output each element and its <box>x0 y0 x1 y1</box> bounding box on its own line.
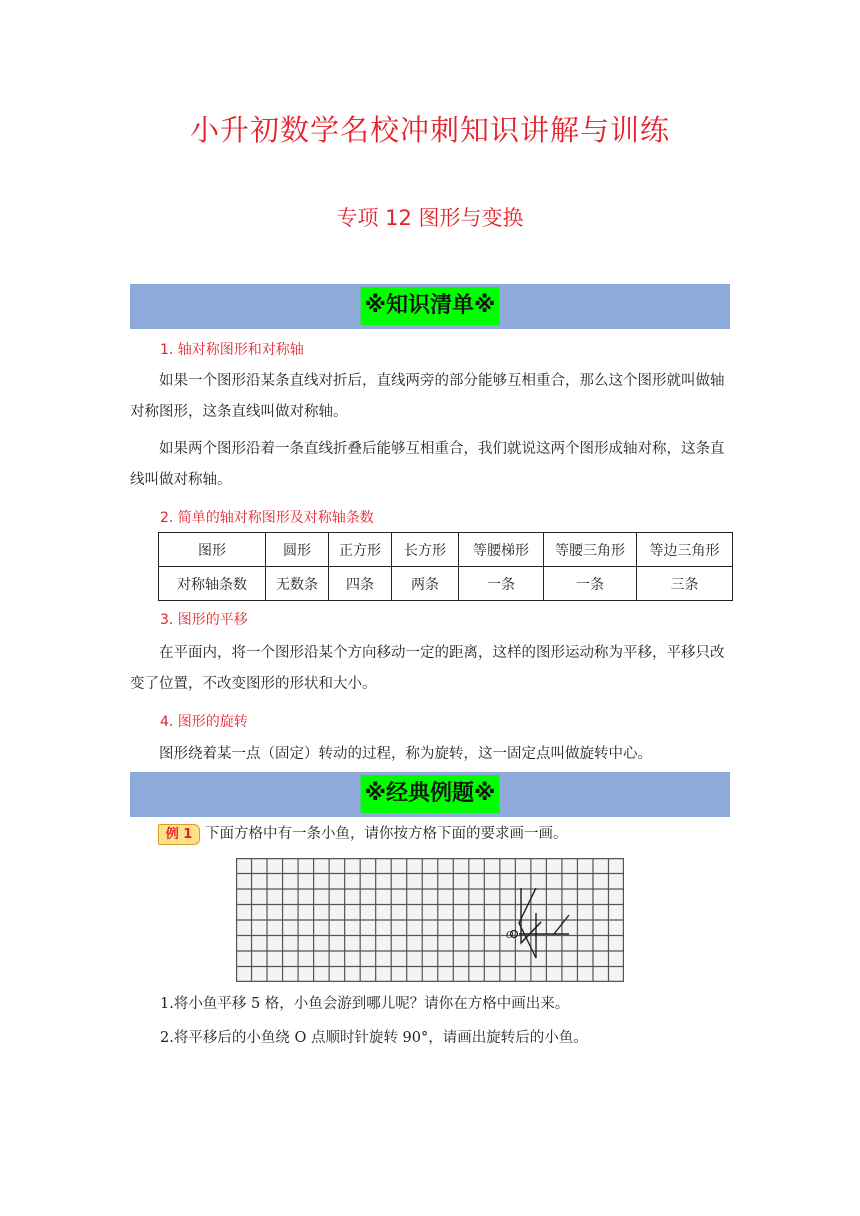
table-cell: 长方形 <box>392 533 459 567</box>
table-row <box>159 533 733 567</box>
section-1-paragraph-1 <box>130 366 730 428</box>
point-o-label: O <box>506 931 514 941</box>
section-1-paragraph-2 <box>130 434 730 496</box>
knowledge-section-label: ※知识清单※ <box>361 287 500 325</box>
section-4-heading: 4. 图形的旋转 <box>160 714 248 730</box>
table-cell: 圆形 <box>266 533 329 567</box>
section-1-text-1: 如果一个图形沿某条直线对折后，直线两旁的部分能够互相重合，那么这个图形就叫做轴对称图形，这条直线叫做对称轴。 <box>130 373 725 420</box>
example-1-question-1: 1.将小鱼平移 5 格，小鱼会游到哪儿呢？请你在方格中画出来。 <box>160 996 570 1012</box>
section-3-heading: 3. 图形的平移 <box>160 612 248 628</box>
section-4-paragraph <box>130 739 730 770</box>
section-1-heading: 1. 轴对称图形和对称轴 <box>160 342 304 358</box>
table-cell: 等边三角形 <box>637 533 733 567</box>
example-1-question-2: 2.将平移后的小鱼绕 O 点顺时针旋转 90°，请画出旋转后的小鱼。 <box>160 1030 588 1046</box>
table-cell: 两条 <box>392 567 459 601</box>
section-3-text: 在平面内，将一个图形沿某个方向移动一定的距离，这样的图形运动称为平移，平移只改变了位置，不改变图形的形状和大小。 <box>130 645 725 692</box>
table-cell: 图形 <box>159 533 266 567</box>
table-cell: 四条 <box>329 567 392 601</box>
examples-section-label: ※经典例题※ <box>361 775 500 813</box>
document-subtitle: 专项 12 图形与变换 <box>336 206 524 230</box>
examples-section-band <box>130 772 730 817</box>
table-cell: 等腰梯形 <box>459 533 544 567</box>
example-1-prompt: 下面方格中有一条小鱼，请你按方格下面的要求画一画。 <box>205 826 568 842</box>
symmetry-axes-table <box>158 532 733 601</box>
table-cell: 等腰三角形 <box>544 533 637 567</box>
table-cell: 三条 <box>637 567 733 601</box>
section-2-heading: 2. 简单的轴对称图形及对称轴条数 <box>160 510 374 526</box>
knowledge-section-band <box>130 284 730 329</box>
section-4-text: 图形绕着某一点（固定）转动的过程，称为旋转，这一固定点叫做旋转中心。 <box>159 746 652 762</box>
section-3-paragraph <box>130 638 730 700</box>
table-cell: 无数条 <box>266 567 329 601</box>
table-cell: 一条 <box>459 567 544 601</box>
document-title: 小升初数学名校冲刺知识讲解与训练 <box>189 113 670 147</box>
table-cell: 对称轴条数 <box>159 567 266 601</box>
table-cell: 一条 <box>544 567 637 601</box>
table-row <box>159 567 733 601</box>
section-1-text-2: 如果两个图形沿着一条直线折叠后能够互相重合，我们就说这两个图形成轴对称，这条直线叫做对称轴。 <box>130 441 725 488</box>
fish-grid-figure <box>236 858 624 982</box>
example-1-badge: 例 1 <box>158 824 200 845</box>
table-cell: 正方形 <box>329 533 392 567</box>
